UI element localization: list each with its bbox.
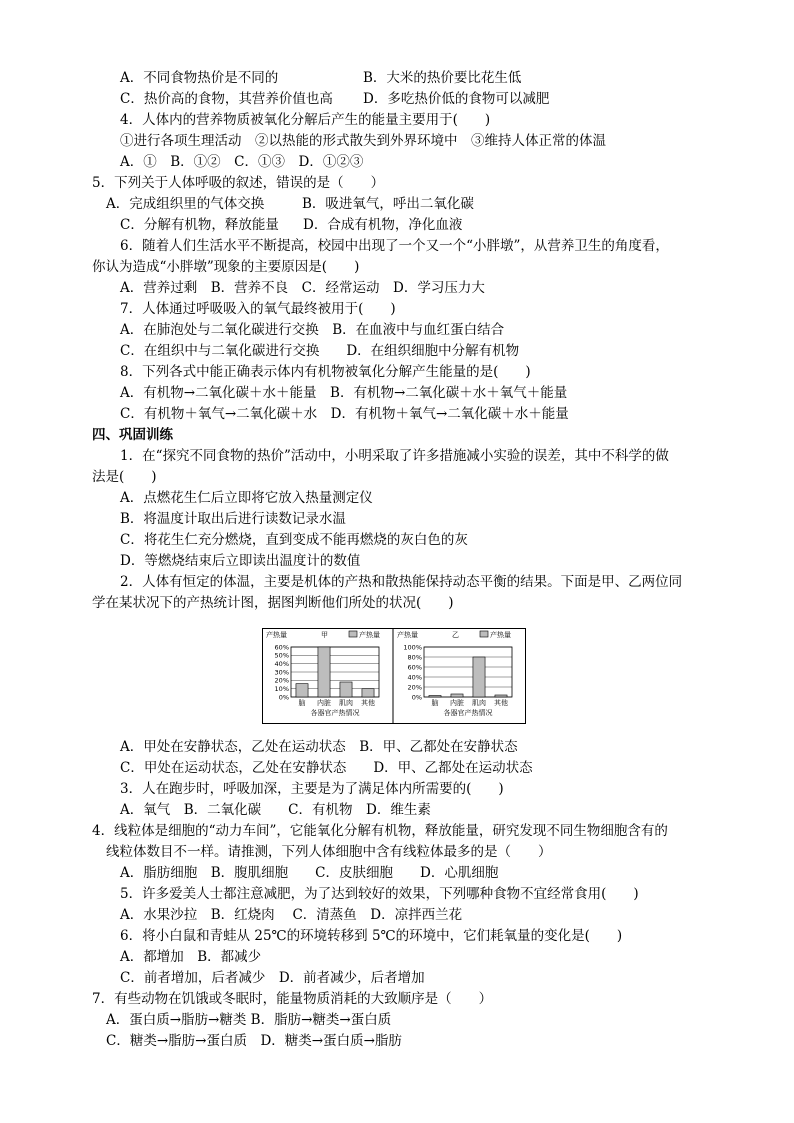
text-line: B．大米的热价要比花生低: [363, 70, 522, 86]
plot-frame: [424, 647, 512, 697]
y-tick-label: 40%: [274, 659, 289, 668]
y-tick-label: 100%: [403, 643, 422, 652]
text-line: 1．在“探究不同食物的热价”活动中，小明采取了许多措施减小实验的误差，其中不科学的做: [120, 448, 669, 464]
chart-title: 甲: [321, 631, 328, 639]
text-line: A．在肺泡处与二氧化碳进行交换 B．在血液中与血红蛋白结合: [120, 322, 505, 338]
section-heading: 四、巩固训练: [92, 427, 173, 443]
text-line: 5．下列关于人体呼吸的叙述，错误的是（ ）: [92, 175, 385, 191]
text-line: 5．许多爱美人士都注意减肥，为了达到较好的效果，下列哪种食物不宜经常食用( ): [120, 886, 639, 902]
y-tick-label: 0%: [411, 693, 422, 702]
x-tick-label: 肌肉: [472, 699, 486, 707]
text-line: ①进行各项生理活动 ②以热能的形式散失到外界环境中 ③维持人体正常的体温: [120, 133, 606, 149]
x-tick-label: 脑: [431, 699, 439, 707]
text-line: A．有机物→二氧化碳＋水＋能量 B．有机物→二氧化碳＋水＋氧气＋能量: [120, 385, 568, 401]
bar: [362, 689, 374, 697]
text-line: C．前者增加，后者减少 D．前者减少，后者增加: [120, 970, 425, 986]
text-line: 6．将小白鼠和青蛙从 25℃的环境转移到 5℃的环境中，它们耗氧量的变化是( ): [120, 928, 623, 944]
text-line: D．多吃热价低的食物可以减肥: [363, 91, 550, 107]
text-line: 你认为造成“小胖墩”现象的主要原因是( ): [92, 259, 360, 275]
x-tick-label: 脑: [298, 699, 306, 707]
text-line: 6．随着人们生活水平不断提高，校园中出现了一个又一个“小胖墩”，从营养卫生的角度看，: [120, 238, 669, 254]
text-line: A．都增加 B．都减少: [120, 949, 262, 965]
text-line: A．脂肪细胞 B．腹肌细胞 C．皮肤细胞 D．心肌细胞: [120, 865, 499, 881]
chart-xlabel: 各器官产热情况: [310, 709, 360, 717]
y-tick-label: 20%: [407, 683, 422, 692]
chart-title: 乙: [452, 631, 459, 639]
text-line: A．① B．①② C．①③ D．①②③: [120, 154, 364, 170]
x-tick-label: 内脏: [317, 699, 331, 707]
text-line: 4．线粒体是细胞的“动力车间”，它能氧化分解有机物，释放能量，研究发现不同生物细胞含有的: [92, 823, 668, 839]
bar: [429, 696, 441, 698]
bar: [340, 682, 352, 697]
y-tick-label: 0%: [278, 693, 289, 702]
text-line: A．营养过剩 B．营养不良 C．经常运动 D．学习压力大: [120, 280, 485, 296]
text-line: 8．下列各式中能正确表示体内有机物被氧化分解产生能量的是( ): [120, 364, 531, 380]
text-line: A．氧气 B．二氧化碳 C．有机物 D．维生素: [120, 802, 431, 818]
text-line: C．有机物＋氧气→二氧化碳＋水 D．有机物＋氧气→二氧化碳＋水＋能量: [120, 406, 569, 422]
legend-swatch: [480, 631, 488, 637]
bar: [473, 657, 485, 697]
bar: [318, 647, 330, 697]
text-line: 4．人体内的营养物质被氧化分解后产生的能量主要用于( ): [120, 112, 491, 128]
heat-production-charts: [262, 628, 526, 724]
y-tick-label: 40%: [407, 673, 422, 682]
text-line: A．点燃花生仁后立即将它放入热量测定仪: [120, 490, 373, 506]
text-line: D．合成有机物，净化血液: [303, 217, 463, 233]
text-line: C．在组织中与二氧化碳进行交换 D．在组织细胞中分解有机物: [120, 343, 520, 359]
text-line: 法是( ): [92, 469, 157, 485]
y-tick-label: 60%: [407, 663, 422, 672]
y-tick-label: 50%: [274, 651, 289, 660]
y-tick-label: 60%: [274, 643, 289, 652]
text-line: B．吸进氧气，呼出二氧化碳: [302, 196, 474, 212]
x-tick-label: 内脏: [450, 699, 464, 707]
chart-ylabel: 产热量: [266, 631, 287, 639]
text-line: C．甲处在运动状态，乙处在安静状态 D．甲、乙都处在运动状态: [120, 760, 533, 776]
bar: [296, 684, 308, 697]
legend-label: 产热量: [490, 631, 511, 639]
text-line: B．将温度计取出后进行读数记录水温: [120, 511, 346, 527]
text-line: 7．人体通过呼吸吸入的氧气最终被用于( ): [120, 301, 396, 317]
text-line: D．等燃烧结束后立即读出温度计的数值: [120, 553, 361, 569]
bar: [495, 695, 507, 697]
y-tick-label: 30%: [274, 668, 289, 677]
y-tick-label: 10%: [274, 684, 289, 693]
x-tick-label: 肌肉: [339, 699, 353, 707]
chart-svg: [263, 629, 525, 723]
x-tick-label: 其他: [494, 699, 508, 707]
chart-ylabel: 产热量: [397, 631, 418, 639]
text-line: 3．人在跑步时，呼吸加深，主要是为了满足体内所需要的( ): [120, 781, 504, 797]
text-line: 2．人体有恒定的体温，主要是机体的产热和散热能保持动态平衡的结果。下面是甲、乙两位同: [120, 574, 683, 590]
text-line: C．分解有机物，释放能量: [120, 217, 279, 233]
bar: [451, 694, 463, 697]
text-line: C．将花生仁充分燃烧，直到变成不能再燃烧的灰白色的灰: [120, 532, 468, 548]
text-line: A．完成组织里的气体交换: [106, 196, 265, 212]
text-line: C．热价高的食物，其营养价值也高: [120, 91, 333, 107]
text-line: A．甲处在安静状态，乙处在运动状态 B．甲、乙都处在安静状态: [120, 739, 518, 755]
x-tick-label: 其他: [361, 699, 375, 707]
y-tick-label: 80%: [407, 653, 422, 662]
y-tick-label: 20%: [274, 676, 289, 685]
legend-swatch: [349, 631, 357, 637]
text-line: 学在某状况下的产热统计图，据图判断他们所处的状况( ): [92, 595, 454, 611]
text-line: C．糖类→脂肪→蛋白质 D．糖类→蛋白质→脂肪: [106, 1033, 402, 1049]
legend-label: 产热量: [359, 631, 380, 639]
text-line: A．蛋白质→脂肪→糖类 B．脂肪→糖类→蛋白质: [106, 1012, 392, 1028]
text-line: 线粒体数目不一样。请推测，下列人体细胞中含有线粒体最多的是（ ）: [106, 844, 552, 860]
text-line: A．水果沙拉 B．红烧肉 C．清蒸鱼 D．凉拌西兰花: [120, 907, 463, 923]
chart-xlabel: 各器官产热情况: [443, 709, 493, 717]
text-line: A．不同食物热价是不同的: [120, 70, 279, 86]
text-line: 7．有些动物在饥饿或冬眠时，能量物质消耗的大致顺序是（ ）: [92, 991, 493, 1007]
